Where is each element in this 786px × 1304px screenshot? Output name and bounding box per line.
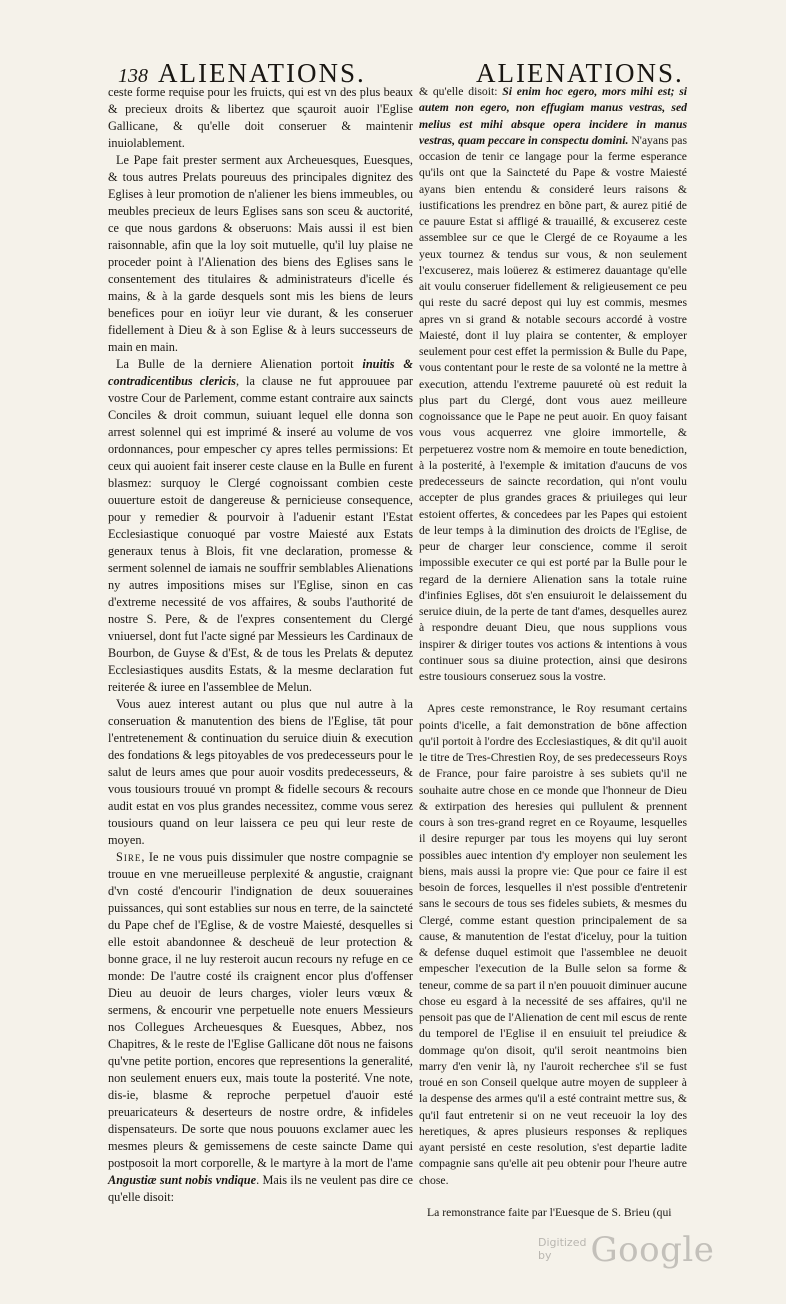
running-title-left: ALIENATIONS.	[158, 58, 366, 88]
page-header-left	[118, 58, 418, 86]
paragraph-8: La remonstrance faite par l'Euesque de S. Brieu (qui	[427, 1205, 672, 1219]
paragraph-5-text: , Ie ne vous puis dissimuler que nostre compagnie se trouue en vne merueilleuse perplexité & angustie, craignant d'vn costé d'encourir l'indignation de deux souueraines puissances, qui sont establies sur nous en terre, de la saincteté du Pape chef de l'Eglise, & de vostre Maiesté, desquelles si elle estoit abandonnee & descheuë de leur protection & bonne grace, il ne luy resteroit aucun recours ny refuge en ce monde: De l'autre costé ils craignent encor plus d'offenser Dieu au deuoir de leurs charges, violer leurs vœux & sermens, & encourir vne perpetuelle note enuers Messieurs nos Collegues Archeuesques & Euesques, Abbez, nos Chapitres, & le reste de l'Eglise Gallicane dōt nous ne faisons qu'vne petite portion, encores que representions la generalité, non seulement enuers eux, mais toute la posterité. Vne note, dis-ie, blasme & reproche perpetuel d'auoir esté preuaricateurs & deserteurs de nostre ordre, & infideles dispensateurs. De sorte que nous pouuons exclamer auec les mesmes pleurs & gemissemens de ceste saincte Dame qui postposoit la mort corporelle, & le martyre à la mort de l'ame	[108, 850, 413, 1170]
latin-quote-angustiae: Angustiæ sunt nobis vndique	[108, 1173, 257, 1187]
paragraph-6	[419, 84, 687, 685]
paragraph-2: Le Pape fait prester serment aux Archeuesques, Euesques, & tous autres Prelats poureuus des principales dignitez des Eglises à leur promotion de n'aliener les biens immeubles, ou meubles precieux de leurs Eglises sans son sceu & auctorité, ce que nous gardons & obseruons: Mais aussi il est bien raisonnable, afin que la loy soit mutuelle, qu'il luy plaise ne proceder point à l'Alienation des biens des Eglises sans le consentement des titulaires & administrateurs d'icelle és mains, & à la garde desquels sont mis les biens de leurs benefices pour en ioüyr leur vie durant, & les conseruer fidellement à Dieu & à son Eglise & à leurs successeurs de main en main.	[108, 153, 413, 354]
paragraph-3-start: La Bulle de la derniere Alienation portoit	[116, 357, 363, 371]
paragraph-5-end: . Mais ils ne veulent pas dire ce qu'elle disoit:	[108, 1173, 413, 1204]
google-watermark	[538, 1230, 715, 1270]
right-column	[419, 84, 687, 1221]
left-column	[108, 84, 413, 1206]
paragraph-6-rest: N'ayans pas occasion de tenir ce langage pour la ferme esperance qu'ils ont que la Saincteté du Pape & vostre Maiesté ayans bien entendu & consideré leurs raisons & iustifications les prendrez en bõne part, & aurez pitié de ce pauure Estat si affligé & trauaillé, & excuserez ceste assemblee sur ce que le Clergé de ce Royaume a les yeux tournez & tendus sur vous, & non seulement l'excuserez, mais loüerez & estimerez dauantage qu'elle ait voulu conseruer fidellement & religieusement ce peu qui reste du sacré depost qui luy est commis, mesmes apres vn si grand & notable secours accordé à vostre Maiesté, dont il luy plaira se contenter, & employer seulement pour cest effet la permission & Bulle du Pape, vous contentant pour le reste de sa volonté ne la mettre à execution, attendu l'extreme pauureté où est reduit la plus part du Clergé, dont vous auez meilleure cognoissance que le Pape ne peut auoir. En quoy faisant vous vous acquerrez vne gloire immortelle, & perpetuerez vostre nom & memoire en toute benediction, à la posterité, à l'exemple & imitation d'aucuns de vos predecesseurs de saincte recordation, qui n'ont voulu accepter de plus grandes graces & priuileges qui leur estoient offertes, & concedees par les Papes qui estoient de leur temps à la diminution des droicts de l'Eglise, de peur de charger leur conscience, comme il seroit impossible executer ce qui est porté par la Bulle pour le regard de la derniere Alienation sans la totale ruine d'infinies Eglises, dōt s'en ensuiuroit le delaissement du seruice diuin, de la perte de tant d'ames, desquelles aurez à respondre deuant Dieu, que nous supplions vous inspirer & diriger toutes vos actions & intentions à vous continuer sous sa diuine protection, ainsi que desirons estre tousiours conseruez sous la vostre.	[419, 133, 687, 683]
latin-quote-susanna: Si enim hoc egero, mors mihi est; si autem non egero, non effugiam manus vestras, sed melius est mihi absque opera incidere in manus vestras, quam peccare in conspectu domini.	[419, 85, 688, 147]
paragraph-1: ceste forme requise pour les fruicts, qui est vn des plus beaux & precieux droits & libertez que sçauroit auoir l'Eglise Gallicane, & qu'elle doit conseruer & maintenir inuiolablement.	[108, 85, 413, 150]
running-title-right: ALIENATIONS.	[476, 58, 684, 88]
paragraph-4: Vous auez interest autant ou plus que nul autre à la conseruation & manutention des biens de l'Eglise, tāt pour l'entretenement & continuation du seruice diuin & execution des fondations & legs pitoyables de vos predecesseurs pour le salut de leurs ames que pour auoir vosdits predecesseurs, & vous tousiours trouué vn prompt & fidelle secours & recours audit estat en vos plus grandes necessitez, comme vous serez tousiours quand on leur laissera ce peu qui leur reste de moyen.	[108, 697, 413, 847]
paragraph-3	[108, 356, 413, 696]
google-logo: Google	[590, 1230, 715, 1270]
paragraph-5	[108, 849, 413, 1206]
watermark-digitized-by: Digitized by	[538, 1236, 587, 1262]
paragraph-3-rest: , la clause ne fut approuuee par vostre Cour de Parlement, comme estant contraire aux saincts Conciles & droit commun, suiuant lequel elle donna son arrest solennel qui est imprimé & inseré au volume de vos ordonnances, pour empescher cy apres telles permissions: Et ceux qui auoient fait inserer ceste clause en la Bulle en furent blasmez: surquoy le Clergé cognoissant combien ceste ouuerture estoit de dangereuse & pernicieuse consequence, pour y remedier & pourvoir à l'aduenir estant l'Estat Ecclesiastique conuoqué par vostre Maiesté aux Estats generaux tenus à Blois, fit vne declaration, promesse & serment solennel de iamais ne souffrir semblables Alienations ny autres impositions mises sur l'Eglise, sinon en cas d'extreme necessité de vos affaires, & soubs l'authorité de nostre S. Pere, & de l'expres consentement du Clergé vniuersel, dont fut l'acte signé par Messieurs les Cardinaux de Bourbon, de Guyse & d'Est, & de tous les Prelats & deputez Ecclesiastiques ausdits Estats, & la mesme declaration fut reiterée & iuree en l'assemblee de Melun.	[108, 374, 413, 694]
latin-phrase: inuitis & contradicentibus clericis	[108, 357, 413, 388]
paragraph-7: Apres ceste remonstrance, le Roy resumant certains points d'icelle, a fait demonstration de bōne affection qu'il portoit à l'ordre des Ecclesiastiques, & dit qu'il auoit le titre de Tres-Chrestien Roy, de ses predecesseurs Roys de France, pour faire paroistre à ses subiets qu'il ne souhaite autre chose en ce monde que l'honneur de Dieu & extirpation des heresies qui pullulent & prennent cours à son tres-grand regret en ce Royaume, lesquelles il desire repurger par tous les moyens qui luy seront possibles auec intention d'y employer non seulement les biens, mais aussi la propre vie: Que pour ce faire il est besoin de forces, lesquelles il n'est possible d'entretenir sans le secours de tous ses fideles subiets, & mesmes du Clergé, comme estant question principalement de sa cause, & manutention de l'estat d'iceluy, pour la tuition & defense duquel estimoit que l'assemblee ne deuoit empescher l'execution de la Bulle selon sa forme & teneur, comme de sa part il n'en pouuoit diminuer aucune chose eu esgard à la necessité de ses affaires, qu'il ne pensoit pas que de l'Alienation de cent mil escus de rente du temporel de l'Eglise il en ensuiuit tel preiudice & dommage qu'on disoit, qu'il seroit neantmoins bien marry d'en venir là, ny l'auroit recherchee s'il se fust troué en son Conseil quelque autre moyen de suppleer à la despense des armes qu'il a esté contraint mettre sus, & qu'il faut entretenir si on ne veut receuoir la loy des heretiques, & apres plusieurs responses & repliques ayant persisté en ceste resolution, s'est departie ladite compagnie sans qu'elle ait peu obtenir pour l'heure autre chose.	[419, 702, 687, 1187]
sire-address: Sire	[116, 850, 142, 864]
page-number: 138	[118, 65, 148, 87]
paragraph-6-start: & qu'elle disoit:	[419, 85, 503, 98]
